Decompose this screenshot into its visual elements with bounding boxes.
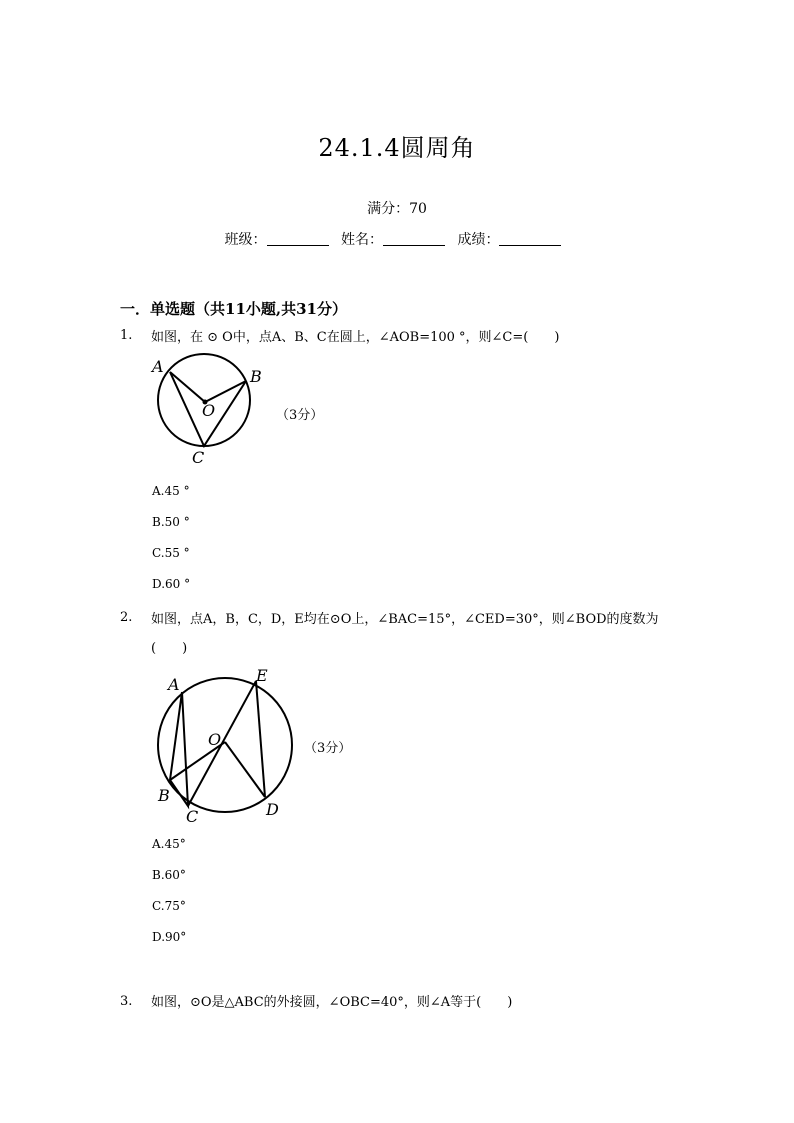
label-b: B [250, 367, 262, 386]
question-1-number: 1. [120, 328, 133, 343]
question-2-option-c[interactable]: C.75° [152, 899, 186, 913]
label-a: A [168, 675, 180, 694]
segment-od [225, 742, 265, 797]
label-a: A [152, 357, 164, 376]
question-1-option-a[interactable]: A.45 ° [152, 484, 190, 498]
name-label: 姓名： [341, 232, 383, 248]
grade-blank [499, 231, 561, 246]
question-2-option-a[interactable]: A.45° [152, 837, 186, 851]
label-b: B [158, 786, 170, 805]
question-3-text: 如图，⊙O是△ABC的外接圆，∠OBC=40°，则∠A等于( ) [151, 995, 513, 1010]
question-1-text: 如图，在 ⊙ O中，点A、B、C在圆上，∠AOB=100 °，则∠C=( ) [151, 330, 560, 345]
segment-ed [256, 681, 265, 797]
label-c: C [192, 448, 205, 467]
question-3-number: 3. [120, 994, 133, 1009]
question-1-option-c[interactable]: C.55 ° [152, 546, 190, 560]
question-1-points: （3分） [276, 408, 324, 423]
question-2-points: （3分） [304, 741, 352, 756]
full-score: 满分：70 [367, 201, 427, 217]
question-1-option-b[interactable]: B.50 ° [152, 515, 190, 529]
label-o: O [208, 730, 222, 749]
question-1-option-d[interactable]: D.60 ° [152, 577, 191, 591]
label-o: O [202, 401, 216, 420]
question-2-option-d[interactable]: D.90° [152, 930, 187, 944]
page-title: 24.1.4圆周角 [318, 134, 476, 162]
section-title: 一．单选题（共11小题,共31分） [120, 300, 347, 318]
grade-label: 成绩： [457, 232, 500, 248]
triangle-abc [170, 692, 188, 806]
class-label: 班级： [224, 232, 267, 248]
question-2-number: 2. [120, 610, 133, 625]
label-c: C [186, 807, 199, 826]
name-blank [383, 231, 445, 246]
question-2-option-b[interactable]: B.60° [152, 868, 186, 882]
label-d: D [266, 800, 279, 819]
question-2-figure [152, 664, 312, 828]
question-2-text: 如图，点A，B，C，D，E均在⊙O上，∠BAC=15°，∠CED=30°，则∠BOD的度数为 [151, 612, 659, 627]
segment-ce [188, 681, 256, 806]
question-2-text-cont: ( ) [151, 641, 188, 656]
label-e: E [256, 666, 268, 685]
class-blank [267, 231, 329, 246]
student-info-line [0, 229, 794, 249]
